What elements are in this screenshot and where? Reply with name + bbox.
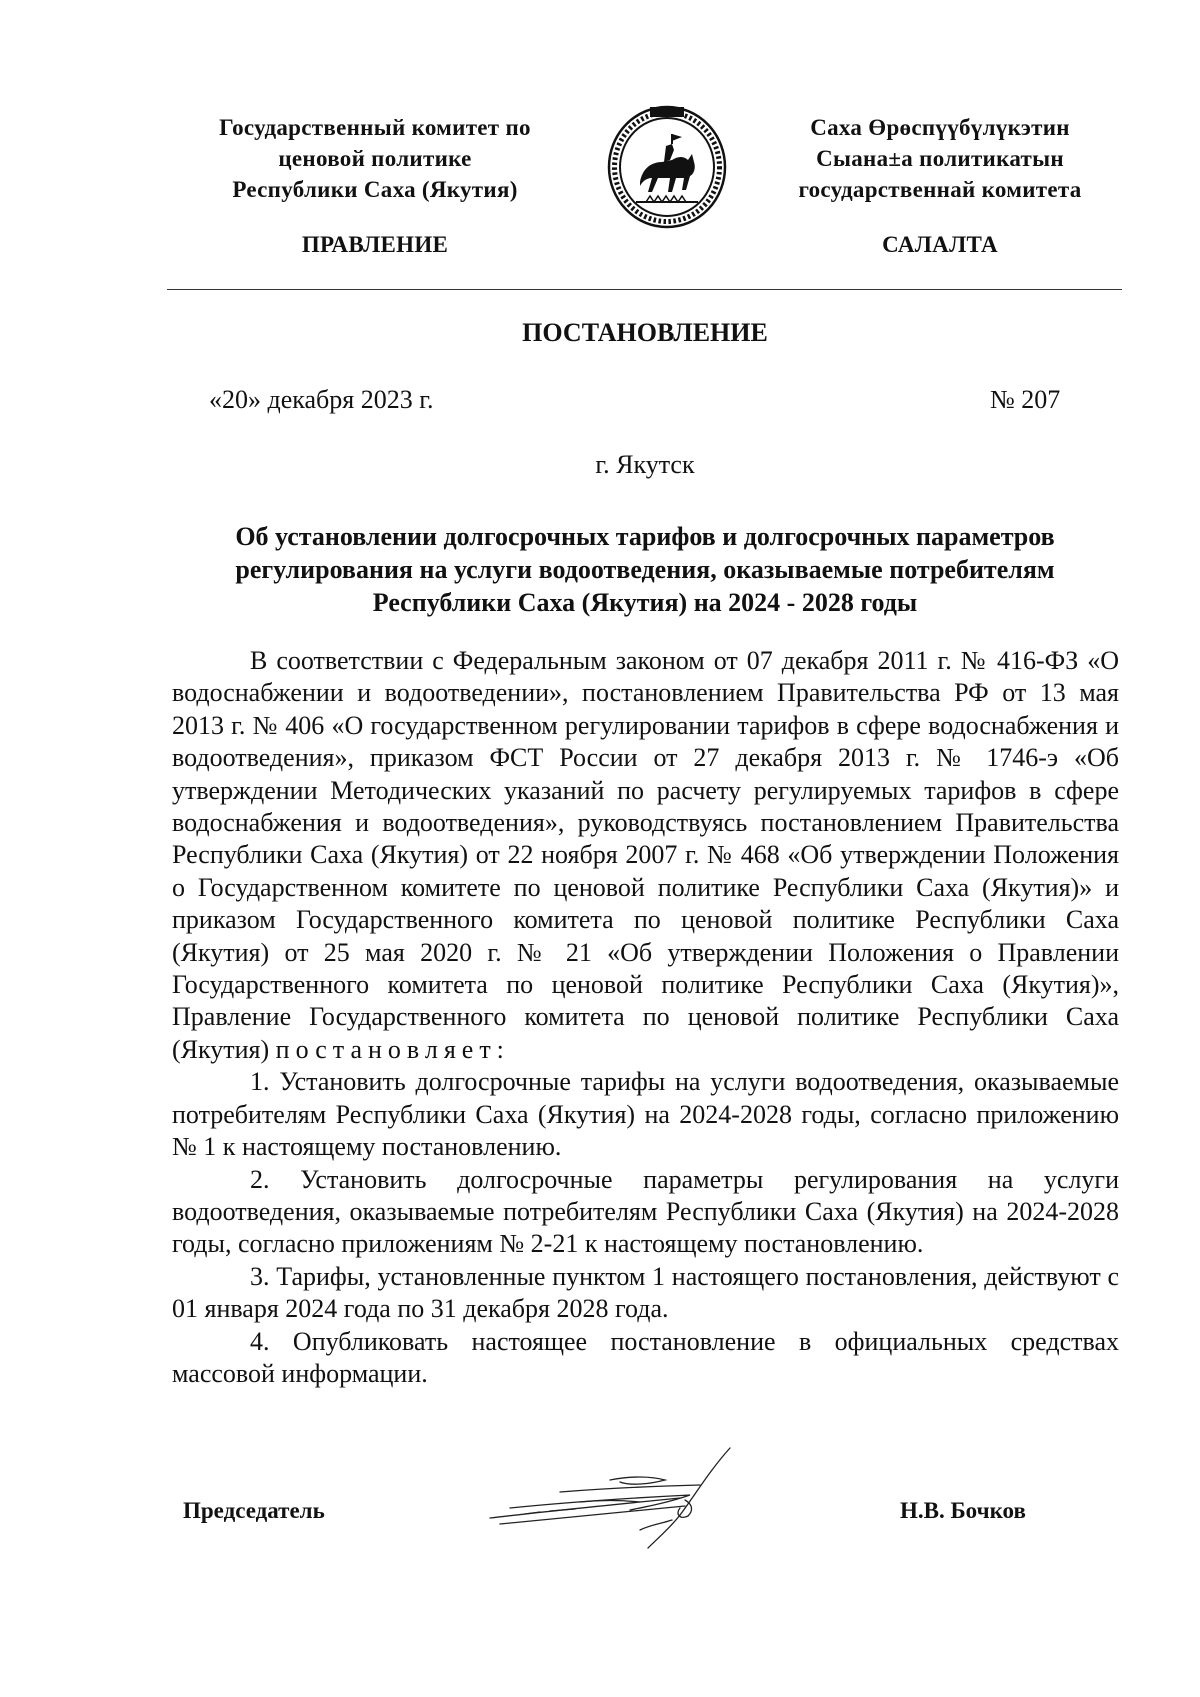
resolution-item: 4. Опубликовать настоящее постановление в официальных средствах массовой информации.	[172, 1326, 1119, 1388]
handwritten-signature	[480, 1440, 780, 1555]
resolves-word: постановляет:	[275, 1034, 510, 1064]
document-type-title: ПОСТАНОВЛЕНИЕ	[522, 318, 768, 347]
document-date: «20» декабря 2023 г.	[209, 385, 434, 414]
issuer-line: государственнай комитета	[798, 177, 1082, 202]
document-city: г. Якутск	[595, 450, 695, 479]
board-label-sakha: САЛАЛТА	[882, 232, 998, 257]
document-number: № 207	[990, 385, 1061, 414]
resolution-item: 2. Установить долгосрочные параметры регулирования на услуги водоотведения, оказываемые потребителям Республики Саха (Якутия) на 2024-2028 годы, согласно приложениям № 2-21 к настоящему постановлению.	[172, 1164, 1119, 1259]
resolution-item: 1. Установить долгосрочные тарифы на услуги водоотведения, оказываемые потребителям Республики Саха (Якутия) на 2024-2028 годы, согласно приложению № 1 к настоящему постановлению.	[172, 1067, 1119, 1162]
preamble-text: В соответствии с Федеральным законом от 07 декабря 2011 г. № 416-ФЗ «О водоснабжении и водоотведении», постановлением Правительства РФ от 13 мая 2013 г. № 406 «О государственном регулировании тарифов в сфере водоснабжения и водоотведения», приказом ФСТ России от 27 декабря 2013 г. № 1746-э «Об утверждении Методических указаний по расчету регулируемых тарифов в сфере водоснабжения и водоотведения», руководствуясь постановлением Правительства Республики Саха (Якутия) от 22 ноября 2007 г. № 468 «Об утверждении Положения о Государственном комитете по ценовой политике Республики Саха (Якутия)» и приказом Государственного комитета по ценовой политике Республики Саха (Якутия) от 25 мая 2020 г. № 21 «Об утверждении Положения о Правлении Государственного комитета по ценовой политике Республики Саха (Якутия)», Правление Государственного комитета по ценовой политике Республики Саха (Якутия)	[172, 646, 1119, 1064]
document-body	[172, 645, 1119, 1390]
signatory-name: Н.В. Бочков	[900, 1498, 1026, 1523]
resolution-item: 3. Тарифы, установленные пунктом 1 настоящего постановления, действуют с 01 января 2024 года по 31 декабря 2028 года.	[172, 1261, 1119, 1324]
document-subject: Об установлении долгосрочных тарифов и долгосрочных параметров регулирования на услуги водоотведения, оказываемые потребителям Республики Саха (Якутия) на 2024 - 2028 годы	[235, 522, 1055, 617]
issuer-line: Сыана±а политикатын	[816, 146, 1064, 171]
issuer-line: Республики Саха (Якутия)	[232, 177, 518, 202]
signatory-role: Председатель	[183, 1498, 325, 1523]
issuer-line: ценовой политике	[278, 146, 472, 171]
issuer-line: Государственный комитет по	[219, 115, 531, 140]
issuer-line: Саха Өрөспүүбүлүкэтин	[810, 115, 1070, 140]
preamble-paragraph	[172, 645, 1119, 1066]
header-divider	[167, 289, 1122, 290]
issuer-name-sakha	[755, 112, 1125, 205]
board-label-ru: ПРАВЛЕНИЕ	[301, 232, 449, 257]
coat-of-arms-emblem	[606, 104, 728, 230]
issuer-name-ru	[175, 112, 575, 205]
